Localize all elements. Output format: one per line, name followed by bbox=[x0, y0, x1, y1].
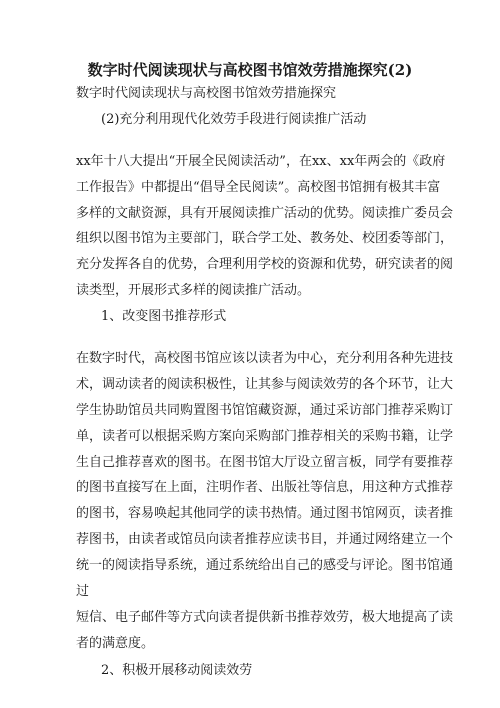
paragraph-line: 读类型，开展形式多样的阅读推广活动。 bbox=[76, 283, 311, 298]
item1-heading: 1、改变图书推荐形式 bbox=[101, 309, 227, 324]
paragraph-line: 在数字时代，高校图书馆应该以读者为中心，充分利用各种先进技 bbox=[76, 351, 454, 366]
document-title: 数字时代阅读现状与高校图书馆效劳措施探究(2) bbox=[87, 61, 413, 79]
paragraph-line: 充分发挥各自的优势，合理利用学校的资源和优势，研究读者的阅 bbox=[76, 257, 454, 272]
paragraph-line: 学生协助馆员共同购置图书馆馆藏资源，通过采访部门推荐采购订 bbox=[76, 403, 454, 418]
paragraph-line: 组织以图书馆为主要部门，联合学工处、教务处、校团委等部门， bbox=[76, 231, 454, 246]
paragraph-line: 术，调动读者的阅读积极性，让其参与阅读效劳的各个环节，让大 bbox=[76, 377, 454, 392]
paragraph-line: 生自己推荐喜欢的图书。在图书馆大厅设立留言板，同学有要推荐 bbox=[76, 455, 454, 470]
paragraph-line: 的图书直接写在上面，注明作者、出版社等信息，用这种方式推荐 bbox=[76, 480, 454, 495]
document-subtitle: 数字时代阅读现状与高校图书馆效劳措施探究 bbox=[76, 86, 337, 101]
paragraph-line: 短信、电子邮件等方式向读者提供新书推荐效劳，极大地提高了读 bbox=[76, 610, 454, 625]
section-heading: (2)充分利用现代化效劳手段进行阅读推广活动 bbox=[101, 112, 367, 127]
paragraph-line: 过 bbox=[76, 584, 90, 599]
paragraph-line: 工作报告》中都提出“倡导全民阅读”。高校图书馆拥有极其丰富 bbox=[76, 180, 441, 195]
paragraph-line: 单，读者可以根据采购方案向采购部门推荐相关的采购书籍，让学 bbox=[76, 429, 454, 444]
paragraph-line: 多样的文献资源，具有开展阅读推广活动的优势。阅读推广委员会 bbox=[76, 206, 454, 221]
paragraph-line: 统一的阅读指导系统，通过系统给出自己的感受与评论。图书馆通 bbox=[76, 558, 454, 573]
paragraph-line: 的图书，容易唤起其他同学的读书热情。通过图书馆网页，读者推 bbox=[76, 506, 454, 521]
paragraph-line: xx年十八大提出“开展全民阅读活动”，在xx、xx年两会的《政府 bbox=[76, 154, 446, 169]
paragraph-line: 荐图书，由读者或馆员向读者推荐应读书目，并通过网络建立一个 bbox=[76, 532, 454, 547]
paragraph-line: 者的满意度。 bbox=[76, 636, 155, 651]
item2-heading: 2、积极开展移动阅读效劳 bbox=[101, 663, 253, 678]
